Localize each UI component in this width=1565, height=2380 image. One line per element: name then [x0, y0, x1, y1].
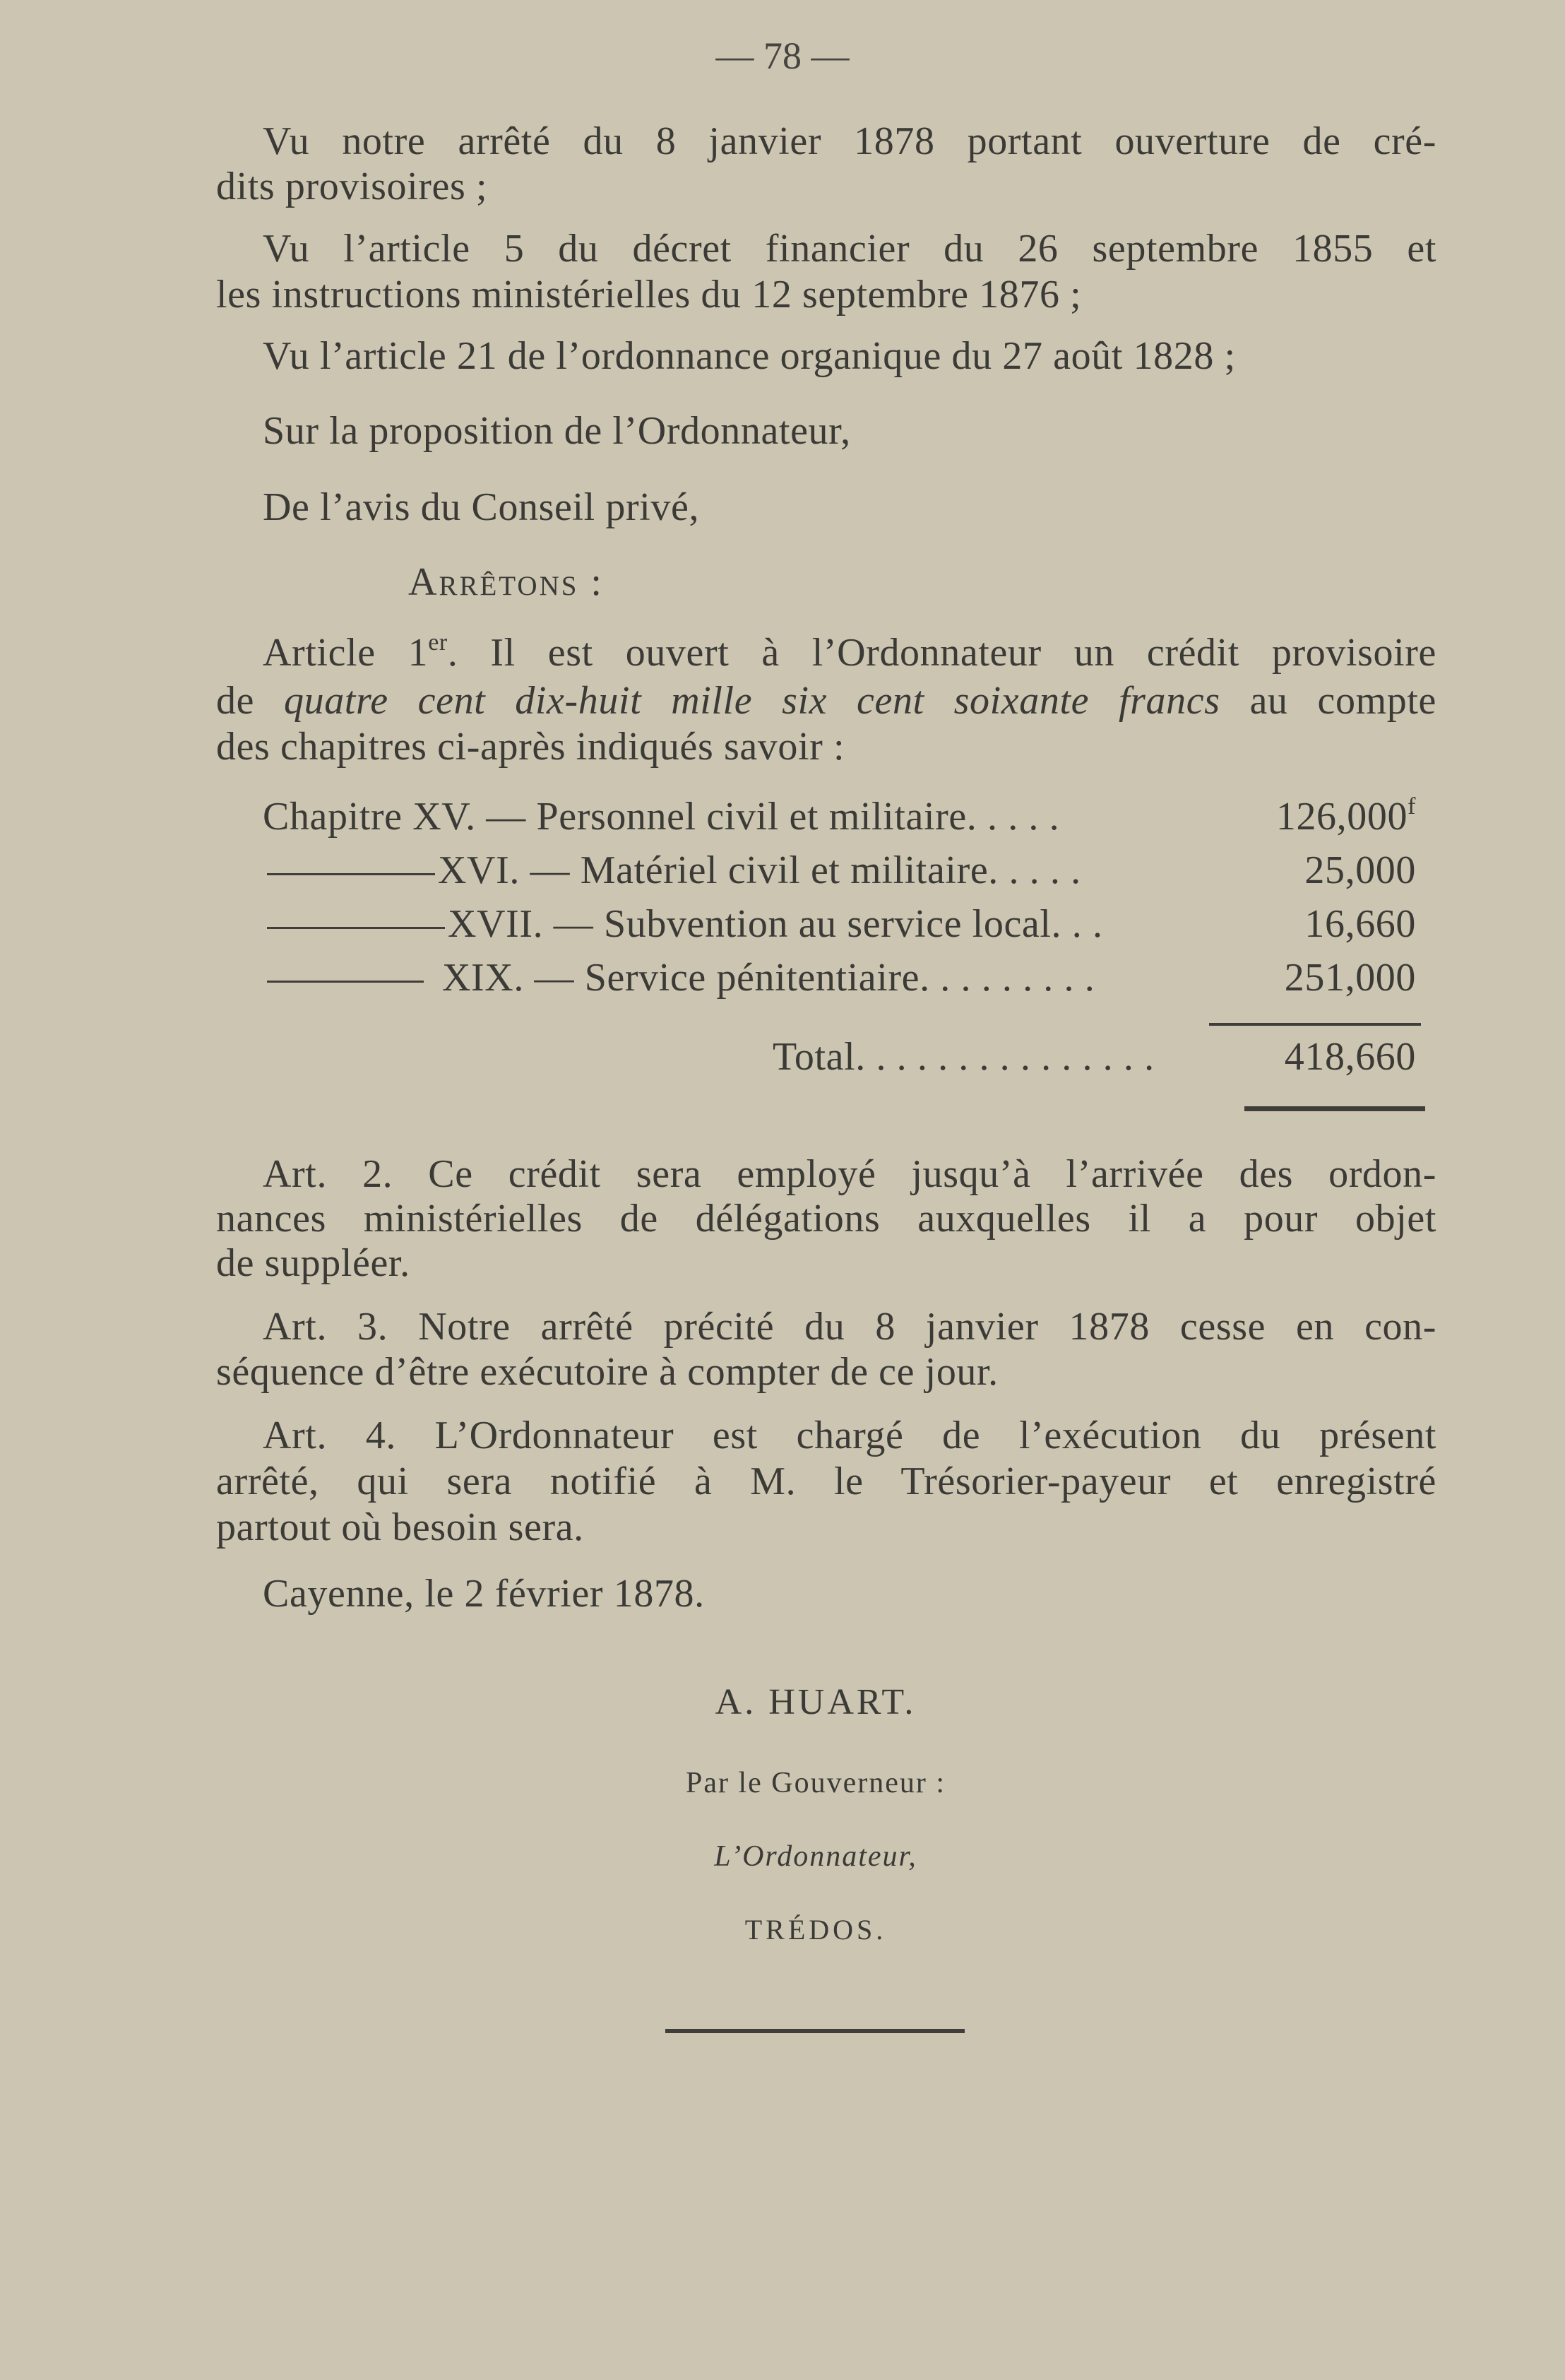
article-1-line-3: des chapitres ci-après indiqués savoir : [216, 725, 845, 769]
preamble-2-line-1: Vu l’article 5 du décret financier du 26 septembre 1855 et [263, 227, 1436, 271]
arretons-heading: Arrêtons : [408, 560, 604, 604]
article-2-line-1: Art. 2. Ce crédit sera employé jusqu’à l’arrivée des ordon- [263, 1152, 1436, 1196]
article-4-line-1: Art. 4. L’Ordonnateur est chargé de l’exécution du présent [263, 1414, 1436, 1457]
article-4-line-2: arrêté, qui sera notifié à M. le Trésorier-payeur et enregistré [216, 1460, 1436, 1503]
preamble-1-line-1: Vu notre arrêté du 8 janvier 1878 portant ouverture de cré- [263, 119, 1436, 163]
total-amount: 418,660 [1284, 1035, 1416, 1079]
chapter-row-amount: 126,000$^f$ [1275, 793, 1416, 839]
preamble-4: Sur la proposition de l’Ordonnateur, [263, 409, 851, 453]
total-rule [1209, 1023, 1421, 1026]
article-1-line-1: Article 1er. Il est ouvert à l’Ordonnateur un crédit provisoire [263, 629, 1436, 675]
signature-par-le-gouverneur: Par le Gouverneur : [685, 1767, 946, 1799]
chapter-row-label: Chapitre XV. — Personnel civil et militaire. . . . . [263, 795, 1060, 839]
chapter-row-amount: 16,660 [1304, 902, 1416, 946]
article-4-line-3: partout où besoin sera. [216, 1505, 584, 1549]
article-2-line-3: de suppléer. [216, 1241, 410, 1285]
chapter-row-amount: 25,000 [1304, 848, 1416, 892]
article-3-line-1: Art. 3. Notre arrêté précité du 8 janvier 1878 cesse en con- [263, 1305, 1436, 1349]
signature-countersign: TRÉDOS. [744, 1914, 887, 1946]
chapter-row-amount: 251,000 [1284, 956, 1416, 1000]
preamble-1-line-2: dits provisoires ; [216, 165, 488, 208]
preamble-5: De l’avis du Conseil privé, [263, 485, 700, 529]
page-number: — 78 — [715, 35, 850, 77]
total-underline [1244, 1106, 1425, 1111]
chapter-row-label: XVII. — Subvention au service local. . . [267, 901, 1103, 947]
article-1-line-2: de quatre cent dix-huit mille six cent soixante francs au compte [216, 679, 1436, 723]
dateline: Cayenne, le 2 février 1878. [263, 1572, 705, 1616]
article-3-line-2: séquence d’être exécutoire à compter de ce jour. [216, 1350, 999, 1394]
chapter-row-label: XVI. — Matériel civil et militaire. . . . . [267, 848, 1081, 893]
preamble-3: Vu l’article 21 de l’ordonnance organique du 27 août 1828 ; [263, 334, 1236, 378]
total-label: Total. . . . . . . . . . . . . . . [773, 1035, 1155, 1079]
signature-role: L’Ordonnateur, [714, 1840, 917, 1873]
chapter-row-label: XIX. — Service pénitentiaire. . . . . . . . . [267, 955, 1095, 1000]
preamble-2-line-2: les instructions ministérielles du 12 septembre 1876 ; [216, 273, 1082, 316]
closing-rule [665, 2029, 965, 2033]
ditto-dash [267, 927, 445, 929]
ditto-dash [267, 873, 435, 875]
signature-name: A. HUART. [715, 1682, 917, 1722]
ditto-dash [267, 981, 424, 983]
article-2-line-2: nances ministérielles de délégations auxquelles il a pour objet [216, 1197, 1436, 1241]
